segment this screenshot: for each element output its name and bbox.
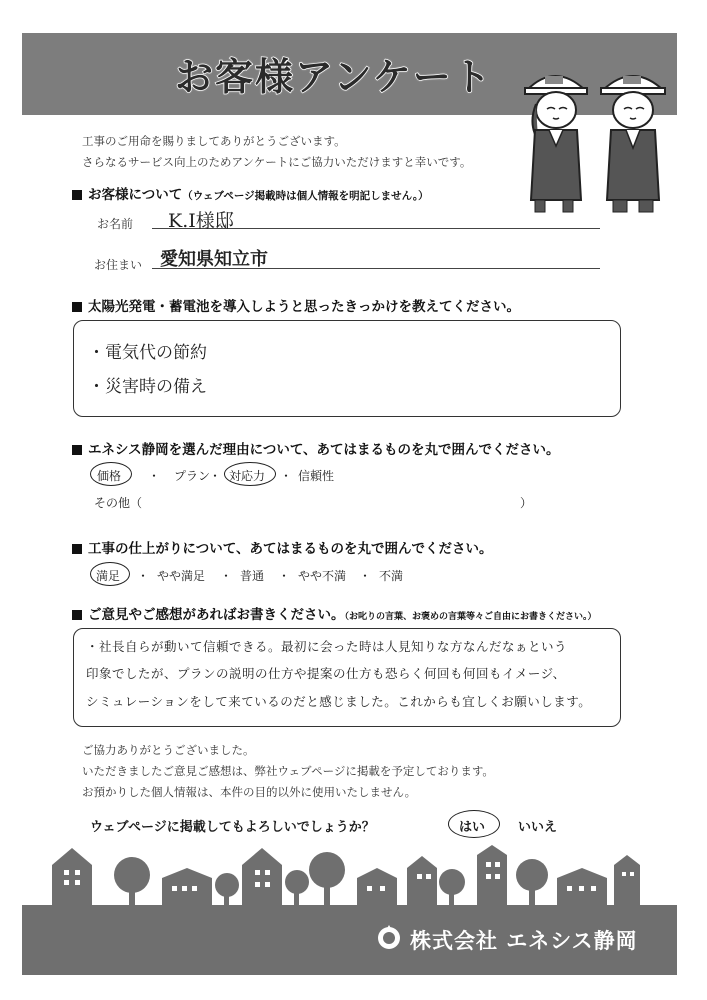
option-somewhat-satisfied[interactable]: やや満足 bbox=[157, 569, 206, 583]
consent-no[interactable]: いいえ bbox=[518, 820, 558, 835]
square-bullet-icon bbox=[72, 302, 82, 312]
company-name: 株式会社 エネシス静岡 bbox=[410, 929, 638, 953]
section-reason-heading bbox=[72, 438, 560, 458]
section-note: （お叱りの言葉、お褒めの言葉等々ご自由にお書きください。） bbox=[344, 612, 597, 622]
section-title: 太陽光発電・蓄電池を導入しようと思ったきっかけを教えてください。 bbox=[88, 299, 520, 315]
name-label: お名前 bbox=[97, 217, 134, 231]
option-trust[interactable]: 信頼性 bbox=[298, 469, 335, 483]
male-worker-icon bbox=[601, 76, 665, 212]
staff-illustration bbox=[515, 60, 675, 220]
motivation-answer-2: ・災害時の備え bbox=[88, 377, 207, 397]
page-title: お客様アンケート bbox=[175, 55, 493, 99]
square-bullet-icon bbox=[72, 445, 82, 455]
option-separator: ・ bbox=[278, 569, 291, 583]
square-bullet-icon bbox=[72, 190, 82, 200]
option-separator: ・ bbox=[359, 569, 372, 583]
section-note: （ウェブページ掲載時は個人情報を明記しません。） bbox=[182, 190, 429, 202]
square-bullet-icon bbox=[72, 610, 82, 620]
option-separator: ・ bbox=[209, 469, 222, 483]
other-label: その他（ bbox=[94, 496, 143, 510]
motivation-answer-1: ・電気代の節約 bbox=[88, 343, 207, 363]
option-separator: ・ bbox=[137, 569, 150, 583]
address-value[interactable]: 愛知県知立市 bbox=[160, 249, 268, 270]
comment-line-3: シミュレーションをして来ているのだと感じました。これからも宜しくお願いします。 bbox=[86, 694, 592, 709]
option-neutral[interactable]: 普通 bbox=[240, 569, 265, 583]
closing-line-2: いただきましたご意見ご感想は、弊社ウェブページに掲載を予定しております。 bbox=[82, 764, 494, 778]
female-worker-icon bbox=[525, 76, 587, 212]
section-customer-heading bbox=[72, 183, 429, 203]
other-close: ） bbox=[520, 496, 533, 510]
section-finish-heading bbox=[72, 537, 492, 557]
option-unsatisfied[interactable]: 不満 bbox=[379, 569, 404, 583]
company-logo-icon bbox=[374, 922, 404, 952]
section-title: ご意見やご感想があればお書きください。 bbox=[88, 607, 345, 623]
option-somewhat-unsatisfied[interactable]: やや不満 bbox=[298, 569, 347, 583]
name-value[interactable]: K.I様邸 bbox=[168, 210, 234, 232]
closing-line-3: お預かりした個人情報は、本件の目的以外に使用いたしません。 bbox=[82, 785, 417, 799]
section-comments-heading bbox=[72, 603, 597, 623]
square-bullet-icon bbox=[72, 544, 82, 554]
section-title: 工事の仕上がりについて、あてはまるものを丸で囲んでください。 bbox=[88, 541, 493, 557]
option-separator: ・ bbox=[220, 569, 233, 583]
motivation-answer-box[interactable] bbox=[73, 320, 621, 417]
consent-question: ウェブページに掲載してもよろしいでしょうか？ bbox=[90, 820, 375, 835]
section-title: エネシス静岡を選んだ理由について、あてはまるものを丸で囲んでください。 bbox=[88, 442, 560, 458]
comment-line-1: ・社長自らが動いて信頼できる。最初に会った時は人見知りな方なんだなぁという bbox=[86, 639, 568, 654]
address-label: お住まい bbox=[94, 258, 143, 272]
town-silhouette bbox=[22, 840, 677, 910]
option-separator: ・ bbox=[280, 469, 293, 483]
section-motivation-heading bbox=[72, 295, 520, 315]
consent-yes[interactable]: はい bbox=[459, 820, 486, 835]
option-satisfied[interactable]: 満足 bbox=[96, 569, 121, 583]
closing-line-1: ご協力ありがとうございました。 bbox=[82, 743, 255, 757]
intro-line-1: 工事のご用命を賜りましてありがとうございます。 bbox=[82, 134, 346, 148]
option-plan[interactable]: プラン bbox=[174, 469, 211, 483]
option-separator: ・ bbox=[148, 469, 161, 483]
option-price[interactable]: 価格 bbox=[97, 469, 122, 483]
intro-line-2: さらなるサービス向上のためアンケートにご協力いただけますと幸いです。 bbox=[82, 155, 472, 169]
comment-line-2: 印象でしたが、プランの説明の仕方や提案の仕方も恐らく何回も何回もイメージ、 bbox=[86, 666, 566, 681]
section-title: お客様について bbox=[88, 187, 183, 203]
option-response[interactable]: 対応力 bbox=[229, 469, 266, 483]
